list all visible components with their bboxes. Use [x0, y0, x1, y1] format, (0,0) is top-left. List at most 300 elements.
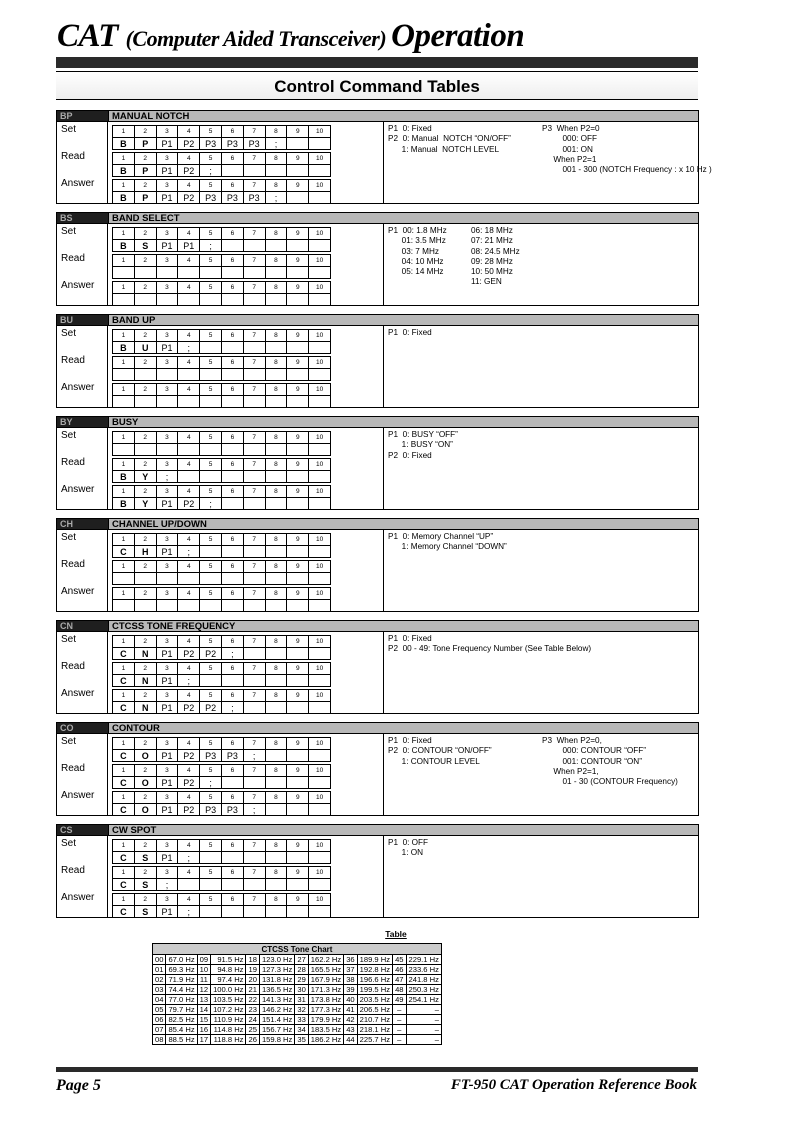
- position-number: 3: [156, 153, 178, 165]
- tone-number: –: [393, 1025, 406, 1035]
- position-number: 7: [243, 459, 265, 471]
- position-number: 10: [309, 894, 331, 906]
- position-number: 2: [134, 690, 156, 702]
- parameter-cell: [200, 600, 222, 612]
- parameter-cell: P1: [156, 648, 178, 660]
- parameter-cell: [243, 444, 265, 456]
- position-number: 6: [221, 765, 243, 777]
- position-number: 7: [243, 867, 265, 879]
- position-number: 6: [221, 153, 243, 165]
- parameter-cell: ;: [200, 240, 222, 252]
- tone-number: 37: [344, 965, 357, 975]
- position-number: 5: [200, 690, 222, 702]
- parameter-cell: [309, 471, 331, 483]
- position-number: 4: [178, 432, 200, 444]
- parameter-cell: P2: [200, 648, 222, 660]
- position-number: 6: [221, 738, 243, 750]
- tone-frequency: 110.9 Hz: [211, 1015, 246, 1025]
- parameter-cell: [221, 267, 243, 279]
- label-read: Read: [61, 457, 85, 468]
- tone-row: [153, 955, 442, 965]
- position-number: 3: [156, 840, 178, 852]
- position-number: 7: [243, 282, 265, 294]
- position-number: 4: [178, 792, 200, 804]
- command-name: BAND SELECT: [108, 213, 698, 223]
- position-number: 5: [200, 357, 222, 369]
- tone-frequency: 156.7 Hz: [259, 1025, 294, 1035]
- parameter-description: [384, 122, 712, 203]
- tone-frequency: 206.5 Hz: [357, 1005, 392, 1015]
- parameter-description: [384, 836, 698, 917]
- tone-frequency: 210.7 Hz: [357, 1015, 392, 1025]
- position-number: 1: [113, 765, 135, 777]
- position-number: 8: [265, 738, 287, 750]
- parameter-cell: P1: [156, 906, 178, 918]
- position-number: 8: [265, 330, 287, 342]
- command-code: BS: [57, 213, 108, 223]
- tone-frequency: 173.8 Hz: [308, 995, 343, 1005]
- parameter-cell: [287, 879, 309, 891]
- position-number: 9: [287, 153, 309, 165]
- parameter-cell: [221, 165, 243, 177]
- position-number: 10: [309, 357, 331, 369]
- position-number: 6: [221, 432, 243, 444]
- command-table-bs: [56, 212, 699, 306]
- parameter-cell: [221, 240, 243, 252]
- parameter-cell: [287, 573, 309, 585]
- parameter-cell: [200, 369, 222, 381]
- parameter-cell: [265, 804, 287, 816]
- parameter-cell: [156, 369, 178, 381]
- tone-number: 49: [393, 995, 406, 1005]
- tone-number: 10: [197, 965, 210, 975]
- position-number: 5: [200, 126, 222, 138]
- parameter-cell: N: [134, 648, 156, 660]
- tone-frequency: 199.5 Hz: [357, 985, 392, 995]
- position-number: 8: [265, 840, 287, 852]
- parameter-cell: [265, 165, 287, 177]
- position-number: 5: [200, 588, 222, 600]
- label-set: Set: [61, 328, 77, 339]
- row-labels: [57, 326, 108, 407]
- parameter-cell: P1: [156, 852, 178, 864]
- tone-frequency: 74.4 Hz: [166, 985, 197, 995]
- parameter-cell: [309, 192, 331, 204]
- label-set: Set: [61, 736, 77, 747]
- parameter-cell: P3: [200, 750, 222, 762]
- tone-frequency: 177.3 Hz: [308, 1005, 343, 1015]
- parameter-cell: C: [113, 648, 135, 660]
- parameter-cell: [287, 138, 309, 150]
- parameter-description: [384, 734, 698, 815]
- tone-number: 24: [246, 1015, 259, 1025]
- parameter-description: [384, 428, 698, 509]
- parameter-cell: P1: [156, 240, 178, 252]
- tone-frequency: 167.9 Hz: [308, 975, 343, 985]
- row-labels: [57, 428, 108, 509]
- parameter-cell: P3: [200, 138, 222, 150]
- tone-number: 26: [246, 1035, 259, 1045]
- command-code: CN: [57, 621, 108, 631]
- position-number: 5: [200, 180, 222, 192]
- position-number: 5: [200, 459, 222, 471]
- parameter-cell: [156, 444, 178, 456]
- read-grid: [112, 152, 331, 177]
- tone-frequency: 218.1 Hz: [357, 1025, 392, 1035]
- command-table-co: [56, 722, 699, 816]
- position-number: 4: [178, 357, 200, 369]
- command-title-row: [57, 417, 698, 428]
- position-number: 8: [265, 792, 287, 804]
- position-number: 4: [178, 153, 200, 165]
- row-labels: [57, 122, 108, 203]
- answer-grid: [112, 587, 331, 612]
- command-table-cs: [56, 824, 699, 918]
- position-number: 6: [221, 792, 243, 804]
- parameter-cell: [309, 879, 331, 891]
- position-number: 5: [200, 228, 222, 240]
- position-number: 5: [200, 384, 222, 396]
- parameter-cell: [287, 702, 309, 714]
- description-col-1: P1 0: OFF 1: ON: [388, 838, 429, 858]
- position-number: 4: [178, 228, 200, 240]
- tone-number: 45: [393, 955, 406, 965]
- position-number: 5: [200, 255, 222, 267]
- parameter-cell: [309, 294, 331, 306]
- position-number: 1: [113, 486, 135, 498]
- parameter-cell: S: [134, 852, 156, 864]
- parameter-cell: P: [134, 138, 156, 150]
- parameter-cell: [243, 573, 265, 585]
- command-name: CTCSS TONE FREQUENCY: [108, 621, 698, 631]
- position-number: 8: [265, 663, 287, 675]
- command-code: BY: [57, 417, 108, 427]
- tone-frequency: 79.7 Hz: [166, 1005, 197, 1015]
- position-number: 2: [134, 792, 156, 804]
- position-number: 2: [134, 894, 156, 906]
- position-number: 2: [134, 255, 156, 267]
- parameter-cell: B: [113, 138, 135, 150]
- tone-number: 44: [344, 1035, 357, 1045]
- tone-frequency: 179.9 Hz: [308, 1015, 343, 1025]
- tone-number: 08: [153, 1035, 166, 1045]
- description-col-2: 06: 18 MHz 07: 21 MHz 08: 24.5 MHz 09: 28 MHz 10: 50 MHz 11: GEN: [471, 226, 520, 287]
- header-bar: [56, 57, 698, 68]
- parameter-cell: P2: [178, 804, 200, 816]
- tone-number: 07: [153, 1025, 166, 1035]
- position-number: 4: [178, 690, 200, 702]
- position-number: 3: [156, 765, 178, 777]
- parameter-cell: [309, 165, 331, 177]
- parameter-cell: P1: [156, 342, 178, 354]
- parameter-cell: [265, 471, 287, 483]
- position-number: 8: [265, 588, 287, 600]
- parameter-grids: [108, 428, 384, 509]
- tone-frequency: 136.5 Hz: [259, 985, 294, 995]
- position-number: 8: [265, 894, 287, 906]
- position-number: 10: [309, 792, 331, 804]
- tone-frequency: 118.8 Hz: [211, 1035, 246, 1045]
- parameter-cell: [287, 471, 309, 483]
- label-answer: Answer: [61, 382, 95, 393]
- tone-frequency: 88.5 Hz: [166, 1035, 197, 1045]
- parameter-cell: [265, 906, 287, 918]
- position-number: 8: [265, 486, 287, 498]
- parameter-cell: C: [113, 777, 135, 789]
- parameter-cell: [287, 396, 309, 408]
- tone-number: 18: [246, 955, 259, 965]
- position-number: 9: [287, 534, 309, 546]
- tone-frequency: 67.0 Hz: [166, 955, 197, 965]
- row-labels: [57, 836, 108, 917]
- position-number: 5: [200, 840, 222, 852]
- position-number: 7: [243, 384, 265, 396]
- set-grid: [112, 839, 331, 864]
- position-number: 1: [113, 792, 135, 804]
- tone-frequency: –: [406, 1025, 441, 1035]
- parameter-cell: N: [134, 702, 156, 714]
- parameter-cell: [200, 573, 222, 585]
- tone-number: 39: [344, 985, 357, 995]
- position-number: 2: [134, 432, 156, 444]
- parameter-cell: [221, 600, 243, 612]
- parameter-cell: P1: [156, 546, 178, 558]
- position-number: 4: [178, 840, 200, 852]
- position-number: 9: [287, 867, 309, 879]
- parameter-cell: [243, 165, 265, 177]
- label-answer: Answer: [61, 484, 95, 495]
- tone-number: 28: [295, 965, 308, 975]
- position-number: 10: [309, 663, 331, 675]
- parameter-cell: ;: [156, 879, 178, 891]
- position-number: 7: [243, 792, 265, 804]
- parameter-cell: [221, 294, 243, 306]
- position-number: 1: [113, 180, 135, 192]
- tone-frequency: 241.8 Hz: [406, 975, 441, 985]
- parameter-cell: O: [134, 750, 156, 762]
- ctcss-tone-chart: [152, 943, 442, 1045]
- parameter-cell: [265, 600, 287, 612]
- position-number: 3: [156, 357, 178, 369]
- parameter-cell: [265, 267, 287, 279]
- position-number: 4: [178, 486, 200, 498]
- parameter-cell: [243, 546, 265, 558]
- position-number: 3: [156, 588, 178, 600]
- parameter-cell: [265, 777, 287, 789]
- tone-row: [153, 1025, 442, 1035]
- parameter-cell: P2: [178, 702, 200, 714]
- position-number: 4: [178, 126, 200, 138]
- position-number: 3: [156, 894, 178, 906]
- set-grid: [112, 227, 331, 252]
- position-number: 9: [287, 282, 309, 294]
- position-number: 3: [156, 228, 178, 240]
- tone-number: 42: [344, 1015, 357, 1025]
- position-number: 3: [156, 663, 178, 675]
- position-number: 9: [287, 384, 309, 396]
- set-grid: [112, 431, 331, 456]
- tone-number: 41: [344, 1005, 357, 1015]
- parameter-cell: C: [113, 804, 135, 816]
- label-read: Read: [61, 763, 85, 774]
- parameter-cell: P3: [221, 804, 243, 816]
- tone-number: 20: [246, 975, 259, 985]
- label-answer: Answer: [61, 178, 95, 189]
- position-number: 3: [156, 486, 178, 498]
- parameter-cell: ;: [243, 804, 265, 816]
- parameter-cell: P3: [221, 192, 243, 204]
- parameter-cell: [221, 342, 243, 354]
- position-number: 4: [178, 738, 200, 750]
- parameter-cell: [287, 267, 309, 279]
- position-number: 4: [178, 330, 200, 342]
- position-number: 3: [156, 126, 178, 138]
- position-number: 10: [309, 690, 331, 702]
- position-number: 7: [243, 153, 265, 165]
- parameter-cell: P3: [221, 750, 243, 762]
- command-table-ch: [56, 518, 699, 612]
- tone-number: 23: [246, 1005, 259, 1015]
- tone-number: 32: [295, 1005, 308, 1015]
- position-number: 9: [287, 330, 309, 342]
- set-grid: [112, 737, 331, 762]
- parameter-cell: [287, 444, 309, 456]
- parameter-cell: [243, 498, 265, 510]
- position-number: 3: [156, 561, 178, 573]
- tone-frequency: 114.8 Hz: [211, 1025, 246, 1035]
- parameter-cell: [265, 369, 287, 381]
- parameter-cell: [200, 879, 222, 891]
- description-col-1: P1 0: Fixed P2 00 - 49: Tone Frequency Number (See Table Below): [388, 634, 592, 654]
- parameter-cell: [309, 444, 331, 456]
- parameter-cell: [287, 750, 309, 762]
- tone-frequency: 146.2 Hz: [259, 1005, 294, 1015]
- description-col-1: P1 0: Memory Channel “UP” 1: Memory Channel “DOWN”: [388, 532, 507, 552]
- label-read: Read: [61, 865, 85, 876]
- parameter-cell: [243, 852, 265, 864]
- position-number: 9: [287, 840, 309, 852]
- tone-row: [153, 985, 442, 995]
- parameter-cell: S: [134, 240, 156, 252]
- position-number: 3: [156, 180, 178, 192]
- answer-grid: [112, 179, 331, 204]
- parameter-cell: [265, 546, 287, 558]
- position-number: 5: [200, 282, 222, 294]
- description-col-1: P1 0: Fixed P2 0: CONTOUR “ON/OFF” 1: CONTOUR LEVEL: [388, 736, 492, 766]
- description-col-1: P1 0: Fixed: [388, 328, 432, 337]
- set-grid: [112, 635, 331, 660]
- position-number: 9: [287, 180, 309, 192]
- parameter-cell: U: [134, 342, 156, 354]
- parameter-cell: [134, 600, 156, 612]
- parameter-cell: P1: [156, 165, 178, 177]
- tone-frequency: 100.0 Hz: [211, 985, 246, 995]
- command-code: BP: [57, 111, 108, 121]
- parameter-cell: [265, 573, 287, 585]
- position-number: 9: [287, 486, 309, 498]
- position-number: 4: [178, 282, 200, 294]
- parameter-cell: [265, 342, 287, 354]
- parameter-description: [384, 530, 698, 611]
- position-number: 5: [200, 663, 222, 675]
- parameter-cell: [309, 804, 331, 816]
- tone-number: 17: [197, 1035, 210, 1045]
- parameter-cell: [243, 648, 265, 660]
- parameter-cell: [309, 498, 331, 510]
- parameter-cell: [113, 600, 135, 612]
- command-name: CHANNEL UP/DOWN: [108, 519, 698, 529]
- label-set: Set: [61, 124, 77, 135]
- tone-frequency: 196.6 Hz: [357, 975, 392, 985]
- parameter-cell: [200, 342, 222, 354]
- table-caption: Table: [385, 929, 407, 939]
- parameter-cell: [265, 498, 287, 510]
- command-code: CH: [57, 519, 108, 529]
- parameter-cell: [221, 546, 243, 558]
- tone-row: [153, 995, 442, 1005]
- position-number: 1: [113, 588, 135, 600]
- position-number: 4: [178, 459, 200, 471]
- position-number: 1: [113, 663, 135, 675]
- position-number: 4: [178, 534, 200, 546]
- parameter-cell: [221, 498, 243, 510]
- parameter-cell: [309, 675, 331, 687]
- position-number: 7: [243, 738, 265, 750]
- tone-number: 13: [197, 995, 210, 1005]
- position-number: 5: [200, 738, 222, 750]
- parameter-cell: [265, 648, 287, 660]
- position-number: 10: [309, 180, 331, 192]
- tone-frequency: 94.8 Hz: [211, 965, 246, 975]
- parameter-cell: [134, 396, 156, 408]
- tone-frequency: 123.0 Hz: [259, 955, 294, 965]
- tone-number: 25: [246, 1025, 259, 1035]
- tone-frequency: 85.4 Hz: [166, 1025, 197, 1035]
- position-number: 6: [221, 690, 243, 702]
- position-number: 1: [113, 126, 135, 138]
- title-operation: Operation: [391, 18, 525, 54]
- position-number: 3: [156, 384, 178, 396]
- parameter-cell: [287, 342, 309, 354]
- tone-number: 05: [153, 1005, 166, 1015]
- tone-number: 19: [246, 965, 259, 975]
- label-set: Set: [61, 430, 77, 441]
- set-grid: [112, 533, 331, 558]
- parameter-cell: [178, 573, 200, 585]
- position-number: 6: [221, 534, 243, 546]
- read-grid: [112, 458, 331, 483]
- parameter-cell: C: [113, 879, 135, 891]
- parameter-cell: [309, 906, 331, 918]
- parameter-cell: [221, 852, 243, 864]
- position-number: 3: [156, 690, 178, 702]
- position-number: 3: [156, 255, 178, 267]
- tone-frequency: 103.5 Hz: [211, 995, 246, 1005]
- parameter-cell: [287, 498, 309, 510]
- parameter-grids: [108, 224, 384, 305]
- parameter-cell: [243, 240, 265, 252]
- parameter-cell: P2: [178, 750, 200, 762]
- command-title-row: [57, 213, 698, 224]
- parameter-cell: [309, 777, 331, 789]
- parameter-cell: P2: [178, 777, 200, 789]
- tone-frequency: –: [406, 1015, 441, 1025]
- parameter-cell: [243, 600, 265, 612]
- position-number: 7: [243, 180, 265, 192]
- parameter-cell: ;: [178, 675, 200, 687]
- position-number: 10: [309, 228, 331, 240]
- tone-number: –: [393, 1035, 406, 1045]
